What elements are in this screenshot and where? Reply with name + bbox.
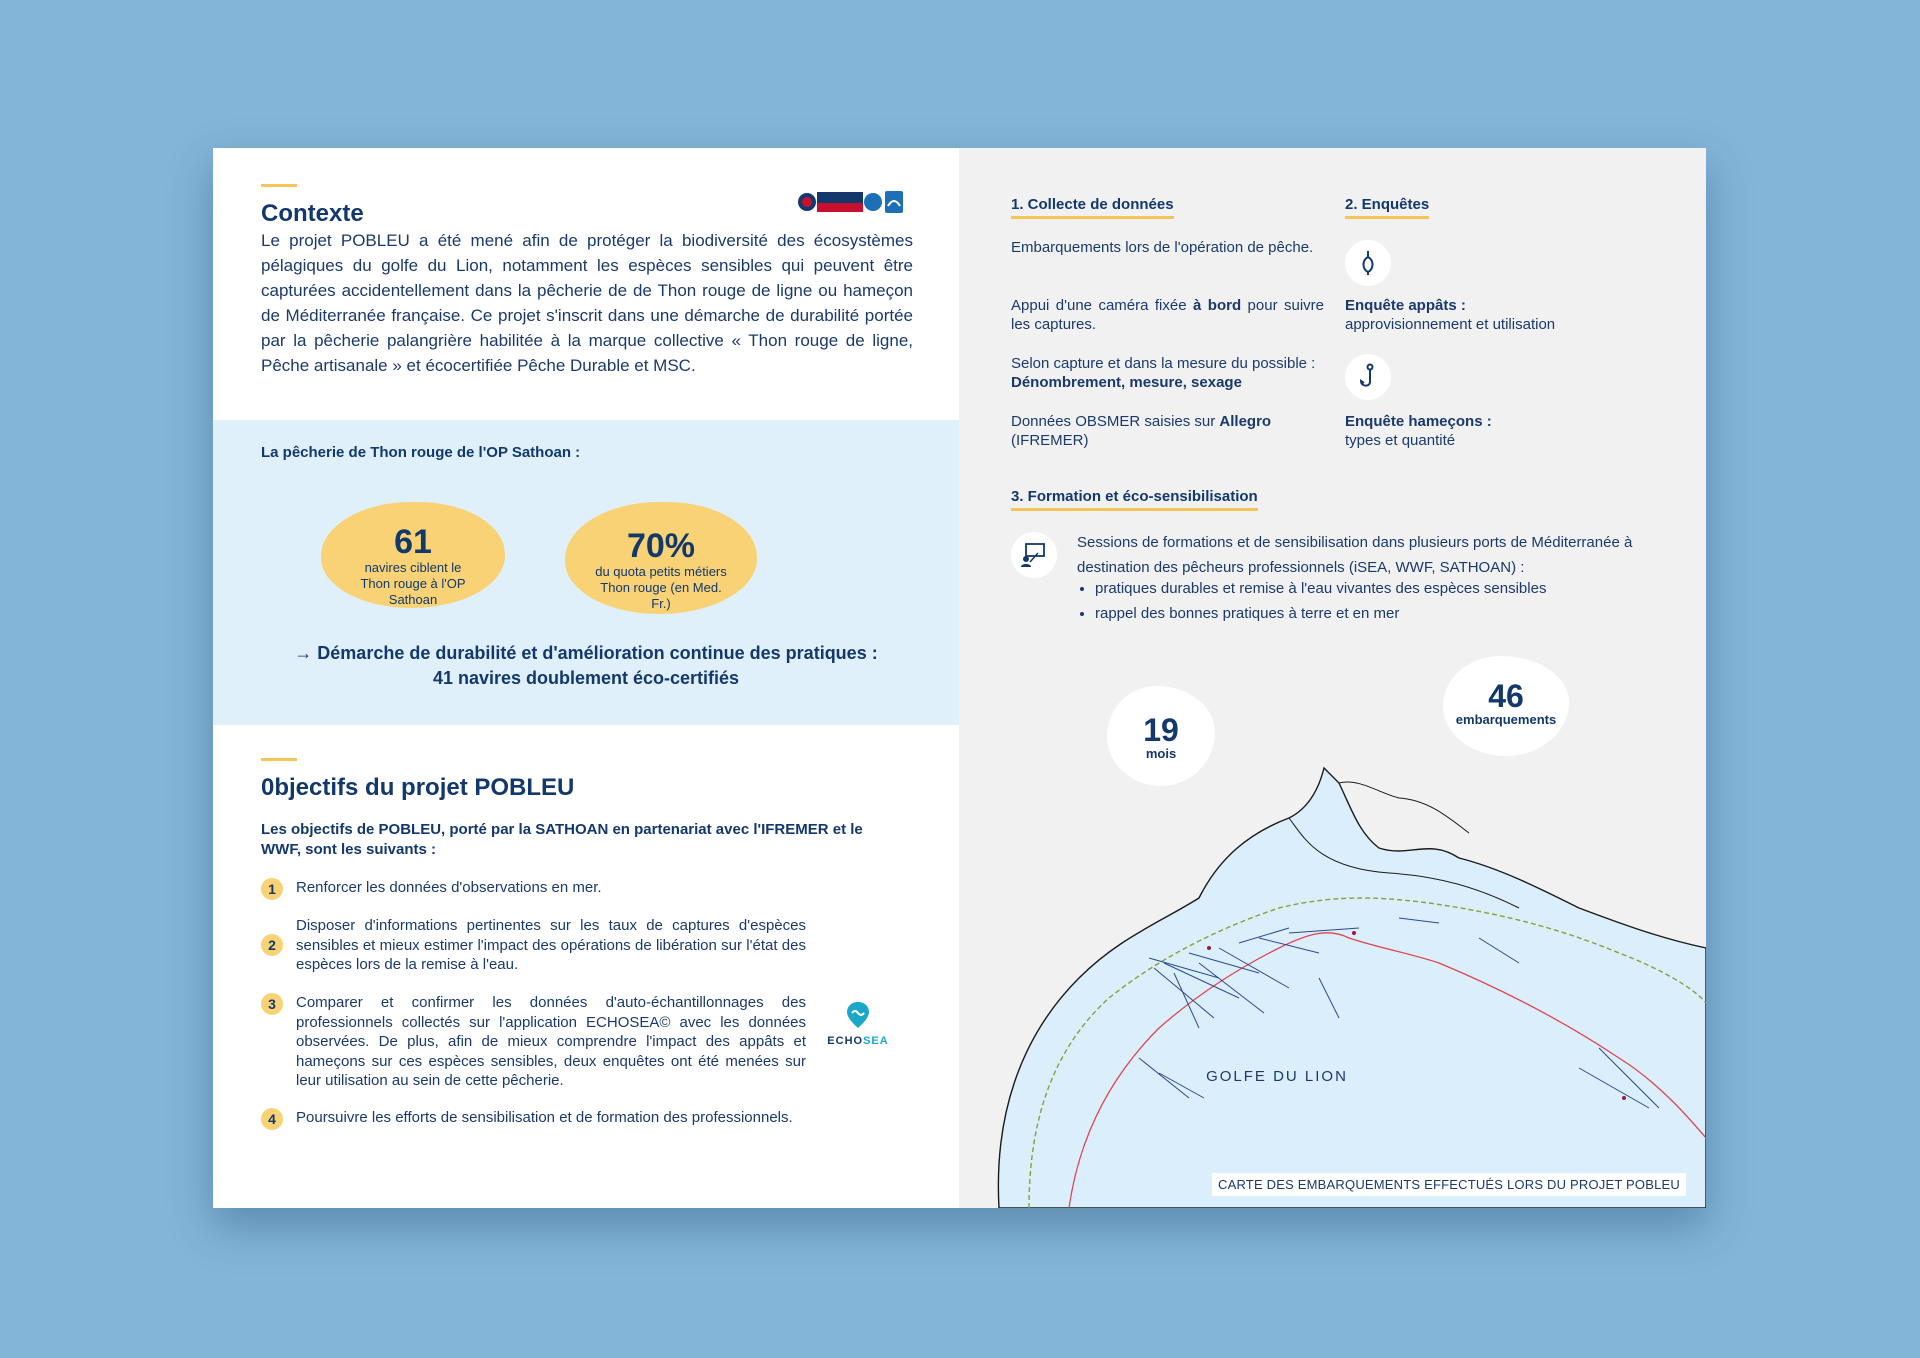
stat-quota-number: 70% <box>626 527 696 565</box>
formation-text: Sessions de formations et de sensibilisation dans plusieurs ports de Méditerranée à destination des pêcheurs professionnels (iSEA, WWF, SATHOAN) : <box>1077 534 1633 576</box>
echosea-word-sea: SEA <box>863 1035 889 1047</box>
formation-title: 3. Formation et éco-sensibilisation <box>1011 488 1258 511</box>
context-paragraph: Le projet POBLEU a été mené afin de protéger la biodiversité des écosystèmes pélagiques du golfe du Lion, notamment les espèces sensibles qui peuvent être capturées accidentellement dans la pêcherie de de Thon rouge de ligne ou hameçon de Méditerranée française. Ce projet s'inscrit dans une démarche de durabilité portée par la pêcherie palangrière habilitée à la marque collective « Thon rouge de ligne, Pêche artisanale » et écocertifiée Pêche Durable et MSC. <box>261 231 913 375</box>
collecte-p4-part: Données OBSMER saisies sur <box>1011 413 1220 430</box>
stat-quota-text: du quota petits métiers Thon rouge (en Med. Fr.) <box>595 564 727 611</box>
trips-text: embarquements <box>1455 712 1557 727</box>
objective-number: 1 <box>261 878 283 900</box>
collecte-p4 <box>1011 412 1324 450</box>
objective-item <box>261 993 821 1093</box>
objective-number: 3 <box>261 993 283 1015</box>
training-icon <box>1011 532 1057 578</box>
stat-quota-blob <box>565 502 757 614</box>
sustainability-line <box>213 643 959 664</box>
accent-bar <box>261 184 297 187</box>
map-label: GOLFE DU LION <box>1206 1068 1348 1085</box>
objective-item <box>261 1108 821 1150</box>
objective-item <box>261 916 821 978</box>
objective-text: Poursuivre les efforts de sensibilisation et de formation des professionnels. <box>296 1109 793 1126</box>
objective-item <box>261 878 821 902</box>
arrow-icon: → <box>294 643 313 663</box>
enquetes-title: 2. Enquêtes <box>1345 196 1429 219</box>
collecte-p2-part: pour suivre les captures. <box>1011 297 1325 333</box>
collecte-p3-text: Selon capture et dans la mesure du possible : <box>1011 355 1316 372</box>
bait-survey-title: Enquête appâts : <box>1345 297 1466 314</box>
sustainability-text: Démarche de durabilité et d'amélioration continue des pratiques : <box>317 643 878 663</box>
map-caption: CARTE DES EMBARQUEMENTS EFFECTUÉS LORS DU PROJET POBLEU <box>1212 1173 1686 1196</box>
brochure-spread <box>213 148 1706 1208</box>
stat-boats-text: navires ciblent le Thon rouge à l'OP Sathoan <box>360 560 466 607</box>
context-title: Contexte <box>261 200 364 227</box>
objectives-title: 0bjectifs du projet POBLEU <box>261 774 575 801</box>
objective-text: Comparer et confirmer les données d'auto-échantillonnages des professionnels collectés sur l'application ECHOSEA© avec les données observées. De plus, afin de mieux comprendre l'impact des appâts et hameçons sur ces espèces sensibles, deux enquêtes ont été menées sur leur utilisation au sein de cette pêcherie. <box>296 994 806 1089</box>
objective-number: 4 <box>261 1108 283 1130</box>
bait-survey-text: approvisionnement et utilisation <box>1345 316 1556 333</box>
accent-bar <box>261 758 297 761</box>
collecte-p1: Embarquements lors de l'opération de pêche. <box>1011 239 1314 256</box>
duration-text: mois <box>1145 746 1177 761</box>
certified-boats: 41 navires doublement éco-certifiés <box>432 668 740 688</box>
hook-survey-icon <box>1345 354 1391 400</box>
objectives-intro: Les objectifs de POBLEU, porté par la SATHOAN en partenariat avec l'IFREMER et le WWF, sont les suivants : <box>261 821 863 858</box>
objective-text: Renforcer les données d'observations en mer. <box>296 879 602 896</box>
objective-text: Disposer d'informations pertinentes sur les taux de captures d'espèces sensibles et mieux estimer l'impact des opérations de libération sur l'état des espèces lors de la remise à l'eau. <box>296 917 806 973</box>
bait-survey-icon <box>1345 240 1391 286</box>
formation-bullet: • rappel des bonnes pratiques à terre et en mer <box>1095 601 1546 626</box>
stat-boats-number: 61 <box>394 523 432 561</box>
formation-bullets <box>1077 576 1546 626</box>
bait-survey <box>1345 296 1645 334</box>
collecte-p2-part: Appui d'une caméra fixée <box>1011 297 1194 314</box>
echosea-logo <box>825 1000 891 1052</box>
collecte-p2-bold: à bord <box>1193 297 1242 314</box>
collecte-p4-part: (IFREMER) <box>1011 432 1089 449</box>
echosea-pin-icon <box>843 1000 873 1030</box>
collecte-title: 1. Collecte de données <box>1011 196 1174 219</box>
objective-number: 2 <box>261 934 283 956</box>
collecte-p4-bold: Allegro <box>1219 413 1272 430</box>
hook-survey-text: types et quantité <box>1345 432 1456 449</box>
formation-bullet: • pratiques durables et remise à l'eau vivantes des espèces sensibles <box>1095 576 1546 601</box>
echosea-word-echo: ECHO <box>827 1035 864 1047</box>
right-page <box>959 148 1706 1208</box>
collecte-p3 <box>1011 354 1331 392</box>
fishery-title: La pêcherie de Thon rouge de l'OP Sathoan : <box>261 444 581 461</box>
stat-boats-blob <box>321 502 505 608</box>
collecte-p3-bold: Dénombrement, mesure, sexage <box>1011 374 1242 391</box>
duration-number: 19 <box>1143 712 1179 748</box>
hook-survey <box>1345 412 1645 450</box>
hook-survey-title: Enquête hameçons : <box>1345 413 1492 430</box>
left-page <box>213 148 959 1208</box>
certification-logos <box>797 188 905 216</box>
gulf-of-lion-map <box>959 738 1706 1208</box>
trips-number: 46 <box>1488 678 1524 714</box>
collecte-p2 <box>1011 296 1324 334</box>
